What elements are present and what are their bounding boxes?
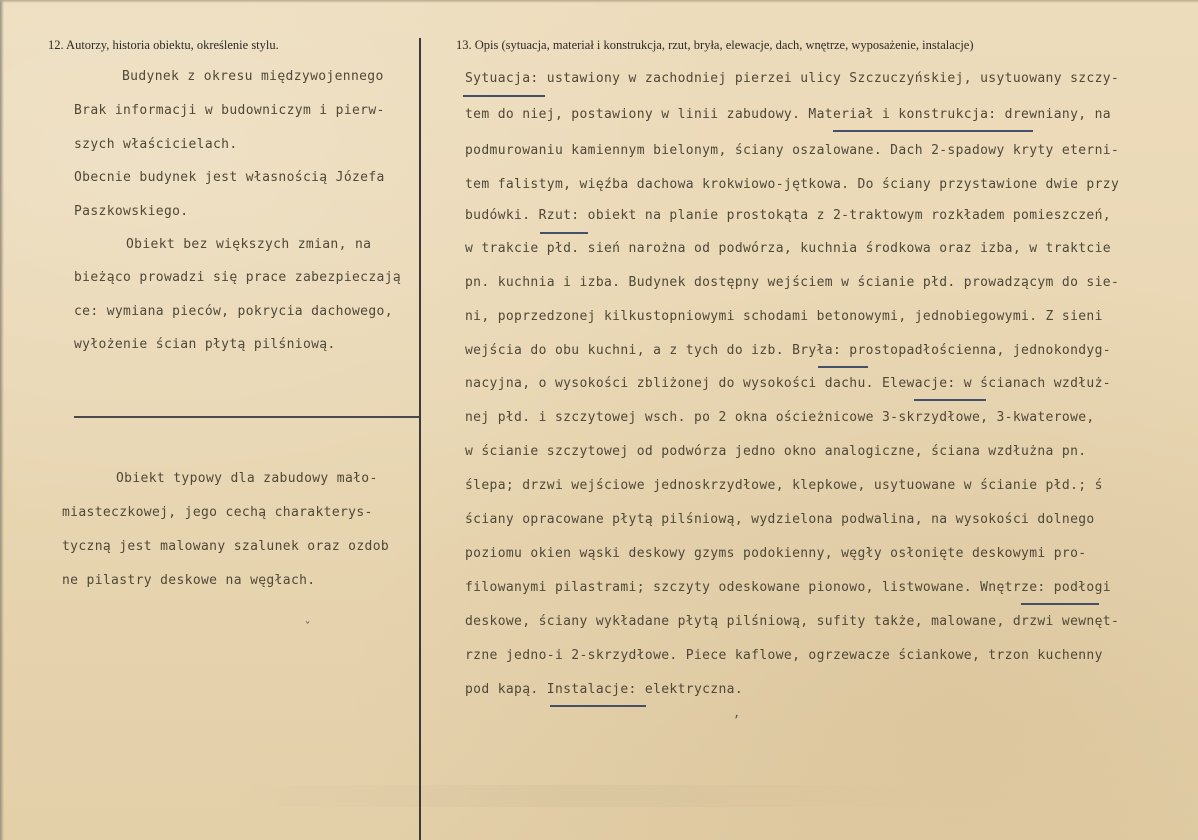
underline-wnetrze <box>1021 603 1099 605</box>
s13-line-18: rzne jedno-i 2-skrzydłowe. Piece kaflowe, ogrzewacze ściankowe, trzon kuchenny <box>465 648 1103 663</box>
s13-line-11: nej płd. i szczytowej wsch. po 2 okna ościeżnicowe 3-skrzydłowe, 3-kwaterowe, <box>465 410 1095 425</box>
underline-rzut <box>540 232 588 234</box>
s12-line-6: Obiekt bez większych zmian, na <box>126 237 372 252</box>
s13-line-7: pn. kuchnia i izba. Budynek dostępny wejściem w ścianie płd. prowadzącym do sie- <box>465 275 1120 290</box>
underline-bryla <box>818 366 868 368</box>
s12-line-3: szych właścicielach. <box>74 137 238 152</box>
s12-line-4: Obecnie budynek jest własnością Józefa <box>74 170 385 185</box>
s13-line-13: ślepa; drzwi wejściowe jednoskrzydłowe, klepkowe, usytuowane w ścianie płd.; ś <box>465 478 1103 493</box>
s13-line-19: pod kapą. Instalacje: elektryczna. <box>465 682 744 697</box>
s12-line-7: bieżąco prowadzi się prace zabezpieczają <box>74 270 402 285</box>
s12-line-1: Budynek z okresu międzywojennego <box>122 69 384 84</box>
s13-line-14: ściany opracowane płytą pilśniową, wydzielona podwalina, na wysokości dolnego <box>465 512 1095 527</box>
s13-line-1: Sytuacja: ustawiony w zachodniej pierzei ulicy Szczuczyńskiej, usytuowany szczy- <box>465 71 1120 86</box>
s13-line-15: poziomu okien wąski deskowy gzyms podokienny, węgły osłonięte deskowymi pro- <box>465 546 1087 561</box>
s13-line-2: tem do niej, postawiony w linii zabudowy. Materiał i konstrukcja: drewniany, na <box>465 107 1111 122</box>
underline-elewacje <box>914 399 986 401</box>
underline-sytuacja <box>463 95 545 97</box>
section-divider <box>74 416 419 418</box>
paper-edge-left <box>0 0 4 840</box>
underline-instalacje <box>550 705 646 707</box>
column-divider <box>419 38 421 840</box>
show-through-print <box>230 785 930 807</box>
section-13-heading: 13. Opis (sytuacja, materiał i konstrukcja, rzut, bryła, elewacje, dach, wnętrze, wyposażenie, instalacje) <box>456 38 974 52</box>
s12-line-2: Brak informacji w budowniczym i pierw- <box>74 103 385 118</box>
underline-material-konstrukcja <box>833 130 1033 132</box>
s12-note-4: ne pilastry deskowe na węgłach. <box>62 573 316 588</box>
s13-line-5: budówki. Rzut: obiekt na planie prostokąta z 2-traktowym rozkładem pomieszczeń, <box>465 208 1111 223</box>
s13-line-17: deskowe, ściany wykładane płytą pilśniową, sufity także, malowane, drzwi wewnęt- <box>465 614 1120 629</box>
s13-line-12: w ścianie szczytowej od podwórza jedno okno analogiczne, ściana wzdłużna pn. <box>465 444 1087 459</box>
s12-note-2: miasteczkowej, jego cechą charakterys- <box>62 505 373 520</box>
s13-line-3: podmurowaniu kamiennym bielonym, ściany oszalowane. Dach 2-spadowy kryty eterni- <box>465 143 1120 158</box>
paper-edge-top <box>0 0 1198 3</box>
ink-tick-mark: , <box>733 706 741 720</box>
s12-line-8: ce: wymiana pieców, pokrycia dachowego, <box>74 304 393 319</box>
s13-line-9: wejścia do obu kuchni, a z tych do izb. Bryła: prostopadłościenna, jednokondyg- <box>465 343 1111 358</box>
s12-note-3: tyczną jest malowany szalunek oraz ozdob <box>62 539 390 554</box>
s13-line-4: tem falistym, więźba dachowa krokwiowo-jętkowa. Do ściany przystawione dwie przy <box>465 177 1120 192</box>
s12-note-1: Obiekt typowy dla zabudowy mało- <box>116 471 378 486</box>
s13-line-6: w trakcie płd. sień narożna od podwórza, kuchnia środkowa oraz izba, w traktcie <box>465 241 1111 256</box>
s12-line-9: wyłożenie ścian płytą pilśniową. <box>74 337 336 352</box>
ink-tick-mark: ˇ <box>304 620 312 634</box>
s13-line-16: filowanymi pilastrami; szczyty odeskowane pionowo, listwowane. Wnętrze: podłogi <box>465 580 1111 595</box>
s13-line-10: nacyjna, o wysokości zbliżonej do wysokości dachu. Elewacje: w ścianach wzdłuż- <box>465 376 1111 391</box>
s13-line-8: ni, poprzedzonej kilkustopniowymi schodami betonowymi, jednobiegowymi. Z sieni <box>465 309 1103 324</box>
section-12-heading: 12. Autorzy, historia obiektu, określenie stylu. <box>48 38 279 52</box>
s12-line-5: Paszkowskiego. <box>74 204 189 219</box>
